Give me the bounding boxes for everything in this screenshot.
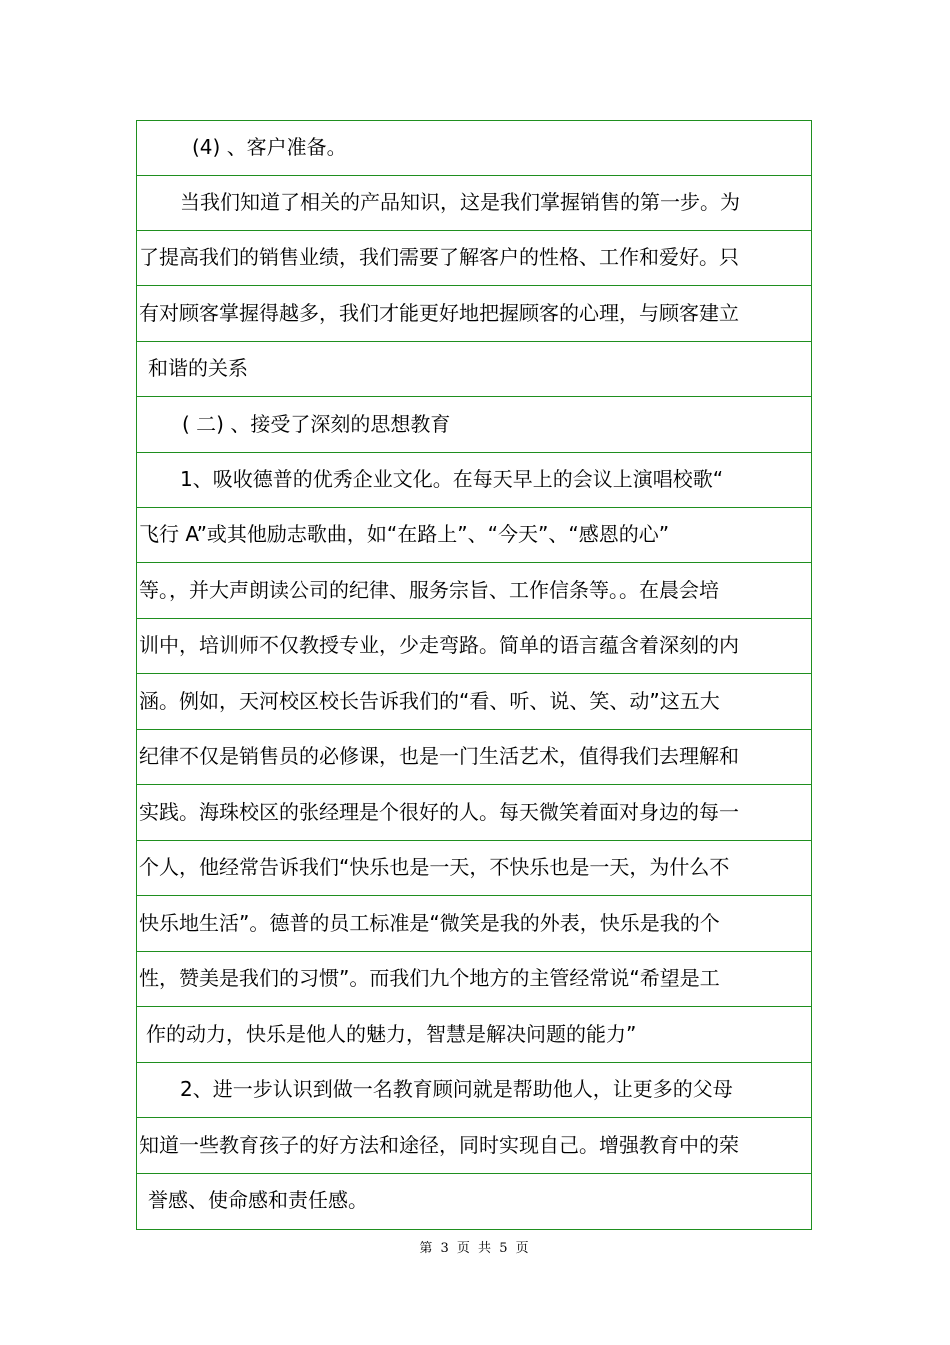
text-line: 当我们知道了相关的产品知识，这是我们掌握销售的第一步。为 (180, 190, 740, 214)
text-line: 誉感、使命感和责任感。 (148, 1188, 368, 1212)
page-footer: 第 3 页 共 5 页 (419, 1241, 531, 1256)
text-line: 2、进一步认识到做一名教育顾问就是帮助他人，让更多的父母 (180, 1077, 733, 1101)
text-line: 了提高我们的销售业绩，我们需要了解客户的性格、工作和爱好。只 (139, 245, 739, 269)
table-row (137, 841, 811, 896)
table-row (137, 675, 811, 730)
text-line: ( 二) 、接受了深刻的思想教育 (182, 412, 451, 436)
table-row (137, 342, 811, 397)
text-line: 性，赞美是我们的习惯”。而我们九个地方的主管经常说“希望是工 (139, 966, 720, 990)
text-line: 有对顾客掌握得越多，我们才能更好地把握顾客的心理，与顾客建立 (139, 301, 739, 325)
table-row (137, 730, 811, 785)
table-row (137, 952, 811, 1007)
table-row (137, 786, 811, 841)
table-row (137, 398, 811, 453)
table-row (137, 176, 811, 231)
table-row (137, 1008, 811, 1063)
text-line: 涵。例如，天河校区校长告诉我们的“看、听、说、笑、动”这五大 (139, 689, 720, 713)
table-row (137, 1174, 811, 1229)
text-line: 快乐地生活”。德普的员工标准是“微笑是我的外表，快乐是我的个 (139, 911, 720, 935)
text-line: 作的动力，快乐是他人的魅力，智慧是解决问题的能力” (146, 1022, 637, 1046)
text-line: 知道一些教育孩子的好方法和途径，同时实现自己。增强教育中的荣 (139, 1133, 739, 1157)
text-line: 和谐的关系 (148, 356, 248, 380)
document-table (136, 120, 812, 1230)
table-row (137, 231, 811, 286)
text-line: 等。，并大声朗读公司的纪律、服务宗旨、工作信条等。。在晨会培 (139, 578, 719, 602)
text-line: 训中，培训师不仅教授专业，少走弯路。简单的语言蕴含着深刻的内 (139, 633, 739, 657)
table-row (137, 897, 811, 952)
table-row (137, 453, 811, 508)
text-line: (4) 、客户准备。 (192, 135, 347, 159)
text-line: 1、吸收德普的优秀企业文化。在每天早上的会议上演唱校歌“ (180, 467, 724, 491)
table-row (137, 508, 811, 563)
table-row (137, 121, 811, 176)
text-line: 纪律不仅是销售员的必修课，也是一门生活艺术，值得我们去理解和 (139, 744, 739, 768)
text-line: 个人，他经常告诉我们“快乐也是一天，不快乐也是一天，为什么不 (139, 855, 730, 879)
text-line: 飞行 A”或其他励志歌曲，如“在路上”、“今天”、“感恩的心” (139, 522, 670, 546)
table-row (137, 619, 811, 674)
text-line: 实践。海珠校区的张经理是个很好的人。每天微笑着面对身边的每一 (139, 800, 739, 824)
table-row (137, 287, 811, 342)
table-row (137, 1063, 811, 1118)
table-row (137, 1119, 811, 1174)
table-row (137, 564, 811, 619)
